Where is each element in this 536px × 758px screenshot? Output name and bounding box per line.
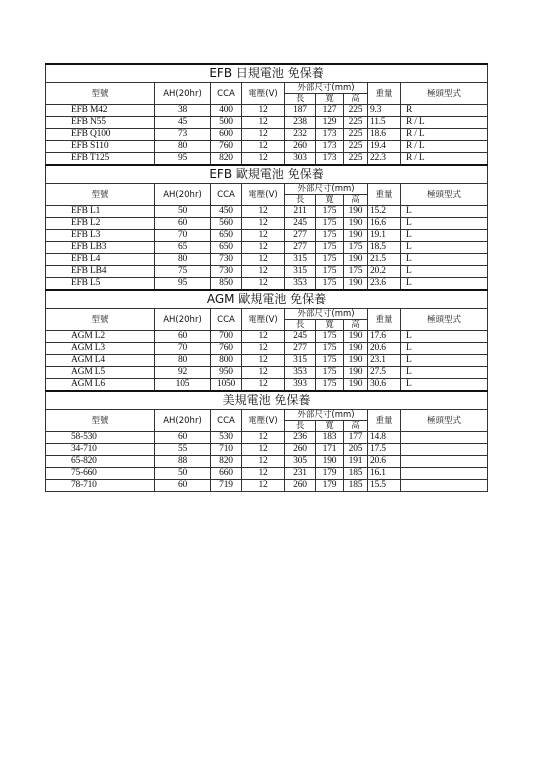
cell-voltage: 12: [242, 129, 285, 141]
cell-ah: 60: [155, 432, 211, 444]
cell-model: AGM L2: [46, 331, 155, 343]
cell-model: EFB L1: [46, 206, 155, 218]
cell-model: 75-660: [46, 468, 155, 480]
header-cca: CCA: [211, 83, 242, 105]
cell-model: AGM L3: [46, 343, 155, 355]
header-dimensions: 外部尺寸(mm): [285, 184, 368, 195]
table-row: [46, 266, 488, 278]
cell-ah: 73: [155, 129, 211, 141]
table-row: [46, 117, 488, 129]
header-dimensions: 外部尺寸(mm): [285, 309, 368, 320]
column-header-row: [46, 410, 488, 421]
column-header-row: [46, 184, 488, 195]
cell-height: 225: [344, 153, 368, 166]
cell-model: EFB S110: [46, 141, 155, 153]
header-terminal: 極頭型式: [401, 184, 488, 206]
table-row: [46, 141, 488, 153]
cell-height: 190: [344, 278, 368, 291]
cell-length: 260: [285, 141, 316, 153]
header-length: 長: [285, 421, 316, 432]
table-row: [46, 206, 488, 218]
table-row: [46, 242, 488, 254]
table-row: [46, 468, 488, 480]
cell-cca: 450: [211, 206, 242, 218]
cell-cca: 1050: [211, 379, 242, 392]
cell-height: 225: [344, 117, 368, 129]
cell-ah: 95: [155, 153, 211, 166]
cell-weight: 20.6: [368, 456, 401, 468]
cell-ah: 88: [155, 456, 211, 468]
cell-width: 175: [316, 230, 344, 242]
cell-model: EFB L3: [46, 230, 155, 242]
table-row: [46, 278, 488, 291]
cell-width: 183: [316, 432, 344, 444]
cell-terminal: [401, 480, 488, 492]
cell-weight: 15.5: [368, 480, 401, 492]
cell-length: 238: [285, 117, 316, 129]
cell-cca: 700: [211, 331, 242, 343]
header-weight: 重量: [368, 83, 401, 105]
header-length: 長: [285, 195, 316, 206]
section-title-row: [46, 165, 488, 184]
cell-voltage: 12: [242, 456, 285, 468]
cell-cca: 560: [211, 218, 242, 230]
header-weight: 重量: [368, 184, 401, 206]
header-terminal: 極頭型式: [401, 83, 488, 105]
section-title-row: [46, 391, 488, 410]
cell-cca: 650: [211, 242, 242, 254]
cell-length: 236: [285, 432, 316, 444]
cell-weight: 9.3: [368, 105, 401, 117]
header-ah: AH(20hr): [155, 410, 211, 432]
table-row: [46, 218, 488, 230]
cell-height: 185: [344, 480, 368, 492]
cell-terminal: [401, 444, 488, 456]
cell-voltage: 12: [242, 379, 285, 392]
header-dimensions: 外部尺寸(mm): [285, 410, 368, 421]
cell-width: 171: [316, 444, 344, 456]
header-ah: AH(20hr): [155, 83, 211, 105]
cell-width: 175: [316, 331, 344, 343]
cell-length: 353: [285, 367, 316, 379]
cell-length: 260: [285, 480, 316, 492]
header-model: 型號: [46, 410, 155, 432]
header-model: 型號: [46, 309, 155, 331]
cell-weight: 19.4: [368, 141, 401, 153]
cell-terminal: R / L: [401, 117, 488, 129]
cell-model: EFB M42: [46, 105, 155, 117]
cell-width: 175: [316, 355, 344, 367]
header-voltage: 電壓(V): [242, 184, 285, 206]
cell-model: AGM L5: [46, 367, 155, 379]
cell-ah: 75: [155, 266, 211, 278]
cell-width: 129: [316, 117, 344, 129]
cell-cca: 500: [211, 117, 242, 129]
cell-terminal: R: [401, 105, 488, 117]
cell-weight: 19.1: [368, 230, 401, 242]
cell-height: 190: [344, 206, 368, 218]
cell-length: 315: [285, 254, 316, 266]
cell-ah: 92: [155, 367, 211, 379]
cell-weight: 16.6: [368, 218, 401, 230]
cell-ah: 70: [155, 343, 211, 355]
table-row: [46, 331, 488, 343]
table-row: [46, 367, 488, 379]
cell-length: 315: [285, 266, 316, 278]
cell-terminal: L: [401, 367, 488, 379]
cell-voltage: 12: [242, 432, 285, 444]
cell-cca: 950: [211, 367, 242, 379]
cell-terminal: [401, 432, 488, 444]
table-row: [46, 444, 488, 456]
cell-weight: 17.5: [368, 444, 401, 456]
header-width: 寬: [316, 195, 344, 206]
cell-width: 175: [316, 278, 344, 291]
cell-model: AGM L4: [46, 355, 155, 367]
table-row: [46, 105, 488, 117]
cell-model: EFB L5: [46, 278, 155, 291]
cell-model: EFB LB3: [46, 242, 155, 254]
cell-ah: 60: [155, 218, 211, 230]
cell-ah: 70: [155, 230, 211, 242]
table-row: [46, 254, 488, 266]
cell-model: 78-710: [46, 480, 155, 492]
cell-voltage: 12: [242, 355, 285, 367]
header-model: 型號: [46, 83, 155, 105]
header-voltage: 電壓(V): [242, 309, 285, 331]
cell-width: 127: [316, 105, 344, 117]
cell-length: 232: [285, 129, 316, 141]
cell-length: 305: [285, 456, 316, 468]
cell-length: 245: [285, 218, 316, 230]
cell-width: 173: [316, 129, 344, 141]
cell-ah: 65: [155, 242, 211, 254]
cell-cca: 660: [211, 468, 242, 480]
cell-length: 353: [285, 278, 316, 291]
cell-cca: 530: [211, 432, 242, 444]
cell-height: 190: [344, 331, 368, 343]
cell-terminal: L: [401, 355, 488, 367]
cell-weight: 23.6: [368, 278, 401, 291]
cell-ah: 80: [155, 254, 211, 266]
cell-terminal: L: [401, 230, 488, 242]
cell-voltage: 12: [242, 343, 285, 355]
cell-terminal: L: [401, 331, 488, 343]
cell-terminal: [401, 468, 488, 480]
cell-voltage: 12: [242, 153, 285, 166]
cell-weight: 14.8: [368, 432, 401, 444]
cell-ah: 60: [155, 331, 211, 343]
cell-model: EFB N55: [46, 117, 155, 129]
header-terminal: 極頭型式: [401, 309, 488, 331]
cell-height: 175: [344, 266, 368, 278]
cell-weight: 18.5: [368, 242, 401, 254]
cell-cca: 760: [211, 141, 242, 153]
cell-ah: 80: [155, 141, 211, 153]
header-height: 高: [344, 94, 368, 105]
cell-terminal: L: [401, 379, 488, 392]
cell-length: 245: [285, 331, 316, 343]
cell-height: 190: [344, 218, 368, 230]
header-voltage: 電壓(V): [242, 410, 285, 432]
cell-length: 277: [285, 230, 316, 242]
cell-height: 191: [344, 456, 368, 468]
cell-height: 190: [344, 230, 368, 242]
column-header-row: [46, 309, 488, 320]
cell-height: 190: [344, 367, 368, 379]
header-model: 型號: [46, 184, 155, 206]
cell-width: 179: [316, 468, 344, 480]
cell-voltage: 12: [242, 206, 285, 218]
cell-length: 187: [285, 105, 316, 117]
header-cca: CCA: [211, 309, 242, 331]
cell-terminal: L: [401, 343, 488, 355]
table-row: [46, 343, 488, 355]
cell-length: 211: [285, 206, 316, 218]
header-terminal: 極頭型式: [401, 410, 488, 432]
cell-width: 175: [316, 266, 344, 278]
cell-width: 175: [316, 343, 344, 355]
cell-ah: 50: [155, 206, 211, 218]
cell-ah: 80: [155, 355, 211, 367]
cell-height: 190: [344, 379, 368, 392]
cell-voltage: 12: [242, 117, 285, 129]
cell-terminal: R / L: [401, 141, 488, 153]
cell-voltage: 12: [242, 468, 285, 480]
cell-width: 175: [316, 218, 344, 230]
cell-width: 175: [316, 367, 344, 379]
section-title: 美規電池 免保養: [46, 391, 488, 410]
cell-model: 58-530: [46, 432, 155, 444]
cell-cca: 650: [211, 230, 242, 242]
header-height: 高: [344, 421, 368, 432]
table-row: [46, 379, 488, 392]
cell-terminal: L: [401, 278, 488, 291]
cell-width: 175: [316, 206, 344, 218]
cell-weight: 27.5: [368, 367, 401, 379]
cell-voltage: 12: [242, 141, 285, 153]
cell-ah: 55: [155, 444, 211, 456]
section-title-row: [46, 64, 488, 83]
cell-width: 179: [316, 480, 344, 492]
cell-terminal: L: [401, 242, 488, 254]
table-row: [46, 432, 488, 444]
cell-cca: 820: [211, 456, 242, 468]
cell-length: 303: [285, 153, 316, 166]
cell-ah: 50: [155, 468, 211, 480]
cell-height: 225: [344, 141, 368, 153]
cell-height: 190: [344, 343, 368, 355]
table-row: [46, 456, 488, 468]
cell-cca: 400: [211, 105, 242, 117]
header-cca: CCA: [211, 184, 242, 206]
table-row: [46, 355, 488, 367]
cell-height: 225: [344, 129, 368, 141]
cell-weight: 17.6: [368, 331, 401, 343]
header-length: 長: [285, 94, 316, 105]
header-width: 寬: [316, 320, 344, 331]
table-row: [46, 480, 488, 492]
cell-length: 315: [285, 355, 316, 367]
cell-voltage: 12: [242, 444, 285, 456]
cell-weight: 15.2: [368, 206, 401, 218]
cell-weight: 16.1: [368, 468, 401, 480]
cell-cca: 820: [211, 153, 242, 166]
table-row: [46, 153, 488, 166]
cell-cca: 730: [211, 266, 242, 278]
cell-model: EFB L2: [46, 218, 155, 230]
cell-terminal: L: [401, 206, 488, 218]
header-width: 寬: [316, 421, 344, 432]
cell-terminal: R / L: [401, 153, 488, 166]
header-height: 高: [344, 320, 368, 331]
cell-length: 277: [285, 242, 316, 254]
cell-voltage: 12: [242, 218, 285, 230]
header-length: 長: [285, 320, 316, 331]
table-row: [46, 230, 488, 242]
header-weight: 重量: [368, 410, 401, 432]
cell-cca: 719: [211, 480, 242, 492]
cell-width: 173: [316, 141, 344, 153]
cell-length: 260: [285, 444, 316, 456]
cell-voltage: 12: [242, 331, 285, 343]
cell-weight: 30.6: [368, 379, 401, 392]
cell-width: 175: [316, 379, 344, 392]
cell-height: 190: [344, 355, 368, 367]
cell-model: EFB Q100: [46, 129, 155, 141]
cell-voltage: 12: [242, 480, 285, 492]
cell-voltage: 12: [242, 230, 285, 242]
cell-height: 225: [344, 105, 368, 117]
cell-height: 190: [344, 254, 368, 266]
battery-spec-table: [45, 63, 488, 492]
cell-voltage: 12: [242, 278, 285, 291]
cell-height: 205: [344, 444, 368, 456]
cell-voltage: 12: [242, 367, 285, 379]
cell-height: 177: [344, 432, 368, 444]
cell-cca: 800: [211, 355, 242, 367]
cell-ah: 38: [155, 105, 211, 117]
cell-weight: 11.5: [368, 117, 401, 129]
cell-cca: 710: [211, 444, 242, 456]
cell-terminal: [401, 456, 488, 468]
cell-terminal: R / L: [401, 129, 488, 141]
cell-cca: 730: [211, 254, 242, 266]
header-cca: CCA: [211, 410, 242, 432]
cell-width: 190: [316, 456, 344, 468]
cell-ah: 105: [155, 379, 211, 392]
cell-ah: 95: [155, 278, 211, 291]
cell-terminal: L: [401, 266, 488, 278]
cell-ah: 45: [155, 117, 211, 129]
cell-length: 393: [285, 379, 316, 392]
section-title: EFB 日規電池 免保養: [46, 64, 488, 83]
header-voltage: 電壓(V): [242, 83, 285, 105]
section-title: EFB 歐規電池 免保養: [46, 165, 488, 184]
cell-width: 175: [316, 254, 344, 266]
cell-model: 65-820: [46, 456, 155, 468]
battery-spec-sheet: [45, 63, 487, 492]
cell-width: 173: [316, 153, 344, 166]
cell-cca: 850: [211, 278, 242, 291]
spec-table-body: [46, 64, 488, 492]
header-ah: AH(20hr): [155, 184, 211, 206]
cell-cca: 760: [211, 343, 242, 355]
cell-voltage: 12: [242, 254, 285, 266]
cell-terminal: L: [401, 254, 488, 266]
cell-weight: 22.3: [368, 153, 401, 166]
cell-weight: 18.6: [368, 129, 401, 141]
column-header-row: [46, 83, 488, 94]
cell-model: EFB LB4: [46, 266, 155, 278]
cell-weight: 21.5: [368, 254, 401, 266]
cell-length: 277: [285, 343, 316, 355]
section-title-row: [46, 290, 488, 309]
cell-voltage: 12: [242, 242, 285, 254]
cell-voltage: 12: [242, 105, 285, 117]
cell-model: AGM L6: [46, 379, 155, 392]
header-dimensions: 外部尺寸(mm): [285, 83, 368, 94]
cell-height: 175: [344, 242, 368, 254]
header-width: 寬: [316, 94, 344, 105]
section-title: AGM 歐規電池 免保養: [46, 290, 488, 309]
cell-weight: 20.6: [368, 343, 401, 355]
header-weight: 重量: [368, 309, 401, 331]
cell-width: 175: [316, 242, 344, 254]
cell-height: 185: [344, 468, 368, 480]
cell-cca: 600: [211, 129, 242, 141]
cell-model: 34-710: [46, 444, 155, 456]
cell-model: EFB T125: [46, 153, 155, 166]
cell-terminal: L: [401, 218, 488, 230]
header-ah: AH(20hr): [155, 309, 211, 331]
cell-weight: 23.1: [368, 355, 401, 367]
cell-model: EFB L4: [46, 254, 155, 266]
header-height: 高: [344, 195, 368, 206]
cell-weight: 20.2: [368, 266, 401, 278]
cell-ah: 60: [155, 480, 211, 492]
cell-length: 231: [285, 468, 316, 480]
table-row: [46, 129, 488, 141]
cell-voltage: 12: [242, 266, 285, 278]
